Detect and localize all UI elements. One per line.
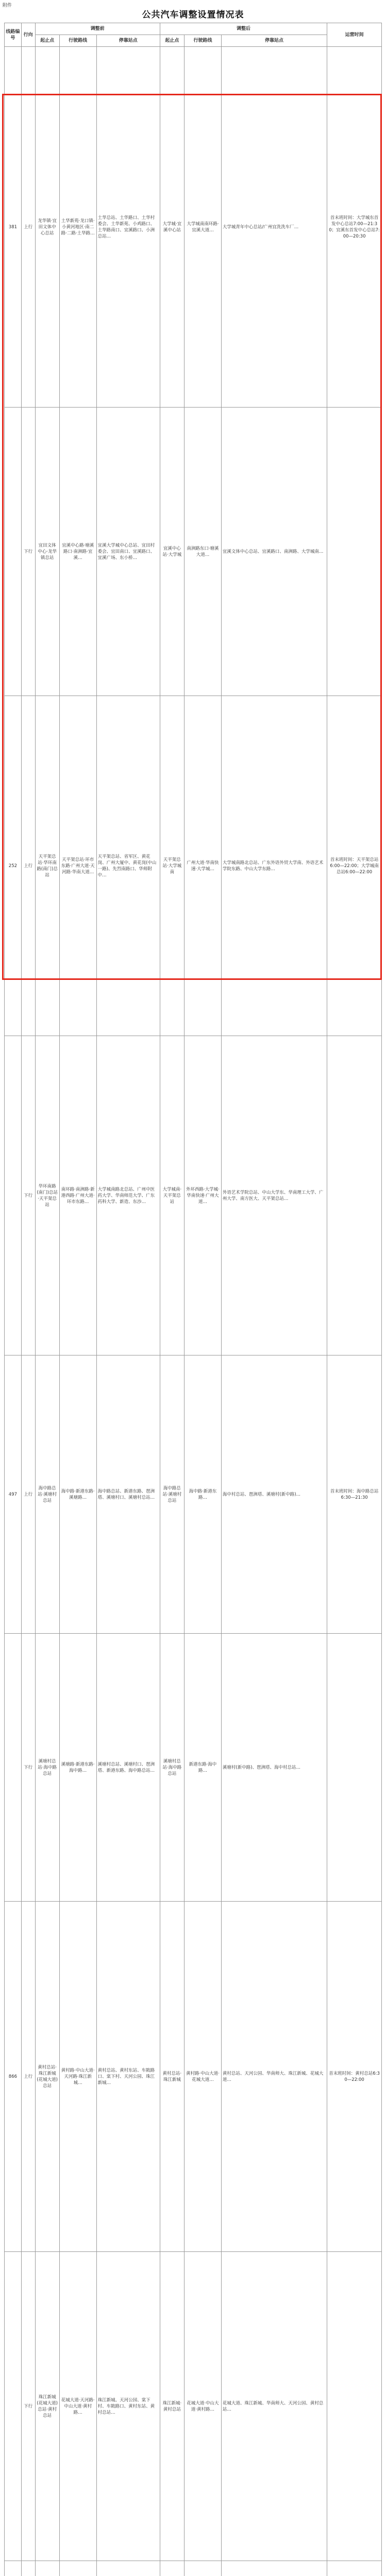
route-cell: 土华新苑·龙口镇·小黄河地区·南二路·二路·土华路…: [59, 47, 96, 408]
line-no-cell: [5, 2252, 22, 2561]
direction-cell: 下行: [21, 2252, 35, 2561]
stops-cell: 土华总站、土华路口、土华村委会、土华新苑、小鸡路口、土华路南口、宜溪路口、小洲总站…: [96, 47, 160, 408]
time-cell: [327, 2561, 382, 2576]
table-row: [5, 408, 382, 696]
route-cell: [59, 2561, 96, 2576]
start-stop-cell: 海中路总站·溪塘村总站: [35, 1355, 59, 1634]
direction-cell: 下行: [21, 408, 35, 696]
attachment-label: 附件: [3, 3, 12, 8]
after-start-stop-cell: 海中路总站·溪塘村总站: [160, 1355, 184, 1634]
time-cell: [327, 408, 382, 696]
table-row: [5, 1634, 382, 1902]
col-header-stops: 停靠站点: [96, 35, 160, 47]
direction-cell: 下行: [21, 1634, 35, 1902]
after-stops-cell: 大学城南路北总站、广东外语外贸大学南、外语艺术学院东路、中山大学东路…: [221, 696, 327, 1036]
after-route-cell: 花城大道·中山大道·黄村路…: [184, 2252, 222, 2561]
col-header-adjust-before: 调整前: [35, 23, 160, 35]
col-header-after-stops: 停靠站点: [221, 35, 327, 47]
table-row: [5, 1036, 382, 1355]
table-row: [5, 47, 382, 408]
stops-cell: 海中路总站、新港东路、琶洲塔、溪塘村口、溪塘村总站…: [96, 1355, 160, 1634]
route-cell: 花城大道·天河路·中山大道·黄村路…: [59, 2252, 96, 2561]
time-cell: [327, 2252, 382, 2561]
stops-cell: [96, 2561, 160, 2576]
direction-cell: 下行: [21, 1036, 35, 1355]
table-row: [5, 2252, 382, 2561]
after-start-stop-cell: 大学城·宜溪中心站: [160, 47, 184, 408]
after-stops-cell: 大学城青年中心总站/广州宜洗洗车厂…: [221, 47, 327, 408]
start-stop-cell: 华环南路(南门)总站·天平架总站: [35, 1036, 59, 1355]
after-route-cell: 黄村路·中山大道·花城大道…: [184, 1902, 222, 2252]
stops-cell: 溪塘村总站、溪塘村口、琶洲塔、新港东路、海中路总站…: [96, 1634, 160, 1902]
col-header-after-start-stop: 起止点: [160, 35, 184, 47]
stops-cell: 宜溪大学城中心总站、宜田村委会、宜田南口、宜溪路口、宜溪广场、东小桥…: [96, 408, 160, 696]
route-cell: 南环路·南洲路·新港西路·广州大道·环市东路…: [59, 1036, 96, 1355]
start-stop-cell: 溪塘村总站·海中路总站: [35, 1634, 59, 1902]
start-stop-cell: 黄村总站·珠江新城(花城大道)总站: [35, 1902, 59, 2252]
after-route-cell: 新港东路·海中路…: [184, 1634, 222, 1902]
line-no-cell: [5, 1036, 22, 1355]
bus-adjustment-table: [4, 23, 382, 2576]
table-row: [5, 1902, 382, 2252]
after-stops-cell: 宜溪文体中心总站、宜溪路口、南洲路、大学城南…: [221, 408, 327, 696]
stops-cell: 天平架总站、省军区、黄花岗、广州大厦中、黄花岗(中山一路)、先烈南路口、华师附中…: [96, 696, 160, 1036]
after-start-stop-cell: [160, 2561, 184, 2576]
col-header-start-stop: 起止点: [35, 35, 59, 47]
time-cell: [327, 1036, 382, 1355]
route-cell: 溪塘路·新港东路·海中路…: [59, 1634, 96, 1902]
after-stops-cell: 花城大道、珠江新城、华南师大、天河公园、黄村总站…: [221, 2252, 327, 2561]
col-header-after-route: 行驶路线: [184, 35, 222, 47]
col-header-direction: 行向: [21, 23, 35, 47]
time-cell: 首末班时间：黄村总站6:30—22:00: [327, 1902, 382, 2252]
table-row: [5, 1355, 382, 1634]
direction-cell: [21, 2561, 35, 2576]
col-header-time: 运营时间: [327, 23, 382, 47]
line-no-cell: 252: [5, 696, 22, 1036]
start-stop-cell: 龙华镇·宜田文体中心总站: [35, 47, 59, 408]
after-start-stop-cell: 溪塘村总站·海中路总站: [160, 1634, 184, 1902]
start-stop-cell: 珠江新城(花城大道)总站·黄村总站: [35, 2252, 59, 2561]
page-title: 公共汽车调整设置情况表: [142, 10, 244, 20]
route-cell: 天平架总站·环市东路·广州大道·天河路·华南大道…: [59, 696, 96, 1036]
start-stop-cell: [35, 2561, 59, 2576]
start-stop-cell: 宜田文体中心·龙华镇总站: [35, 408, 59, 696]
line-no-cell: 497: [5, 1355, 22, 1634]
after-route-cell: 广州大道·华南快速·大学城…: [184, 696, 222, 1036]
stops-cell: 珠江新城、天河公园、棠下村、车陂路口、黄村东站、黄村总站…: [96, 2252, 160, 2561]
line-no-cell: 866: [5, 1902, 22, 2252]
col-header-route: 行驶路线: [59, 35, 96, 47]
line-no-cell: 381: [5, 47, 22, 408]
line-no-cell: [5, 1634, 22, 1902]
after-route-cell: 大学城南南环路·宜溪大道…: [184, 47, 222, 408]
direction-cell: 上行: [21, 47, 35, 408]
stops-cell: 大学城南路北总站、广州中医药大学、华南师范大学、广东药科大学、新造、东沙…: [96, 1036, 160, 1355]
table-row: [5, 696, 382, 1036]
after-stops-cell: 黄村总站、天河公园、华南师大、珠江新城、花城大道…: [221, 1902, 327, 2252]
direction-cell: 上行: [21, 1902, 35, 2252]
after-start-stop-cell: 宜溪中心站·大学城: [160, 408, 184, 696]
col-header-line-no: 线路编号: [5, 23, 22, 47]
after-stops-cell: 溪塘村(新中路)、琶洲塔、海中村总站…: [221, 1634, 327, 1902]
after-stops-cell: [221, 2561, 327, 2576]
direction-cell: 上行: [21, 696, 35, 1036]
direction-cell: 上行: [21, 1355, 35, 1634]
time-cell: 首末班时间：大学城东首发中心总站7:00—21:30；宜溪东首发中心总站7:00—20:30: [327, 47, 382, 408]
table-row: [5, 2561, 382, 2576]
line-no-cell: [5, 408, 22, 696]
stops-cell: 黄村总站、黄村东站、车陂路口、棠下村、天河公园、珠江新城…: [96, 1902, 160, 2252]
route-cell: 黄村路·中山大道·天河路·珠江新城…: [59, 1902, 96, 2252]
start-stop-cell: 天平架总站·华环南路(南门)总站: [35, 696, 59, 1036]
after-route-cell: 外环西路·大学城·华南快速·广州大道…: [184, 1036, 222, 1355]
after-stops-cell: 外语艺术学院总站、中山大学东、华南理工大学、广州大学、南方医大、天平架总站…: [221, 1036, 327, 1355]
after-start-stop-cell: 珠江新城·黄村总站: [160, 2252, 184, 2561]
time-cell: 首末班时间：天平架总站6:00—22:00；大学城南总站6:00—22:00: [327, 696, 382, 1036]
after-start-stop-cell: 天平架总站·大学城南: [160, 696, 184, 1036]
after-route-cell: [184, 2561, 222, 2576]
route-cell: 海中路·新港东路·溪塘路…: [59, 1355, 96, 1634]
col-header-adjust-after: 调整后: [160, 23, 327, 35]
time-cell: [327, 1634, 382, 1902]
after-route-cell: 海中路·新港东路…: [184, 1355, 222, 1634]
after-stops-cell: 海中村总站、琶洲塔、溪塘村(新中路)…: [221, 1355, 327, 1634]
after-start-stop-cell: 黄村总站·珠江新城: [160, 1902, 184, 2252]
after-route-cell: 南洲路东口·塘溪大道…: [184, 408, 222, 696]
after-start-stop-cell: 大学城南·天平架总站: [160, 1036, 184, 1355]
time-cell: 首末班时间：海中路总站6:30—21:30: [327, 1355, 382, 1634]
route-cell: 宜溪中心路·塘溪路口·南洲路·宜溪…: [59, 408, 96, 696]
line-no-cell: [5, 2561, 22, 2576]
